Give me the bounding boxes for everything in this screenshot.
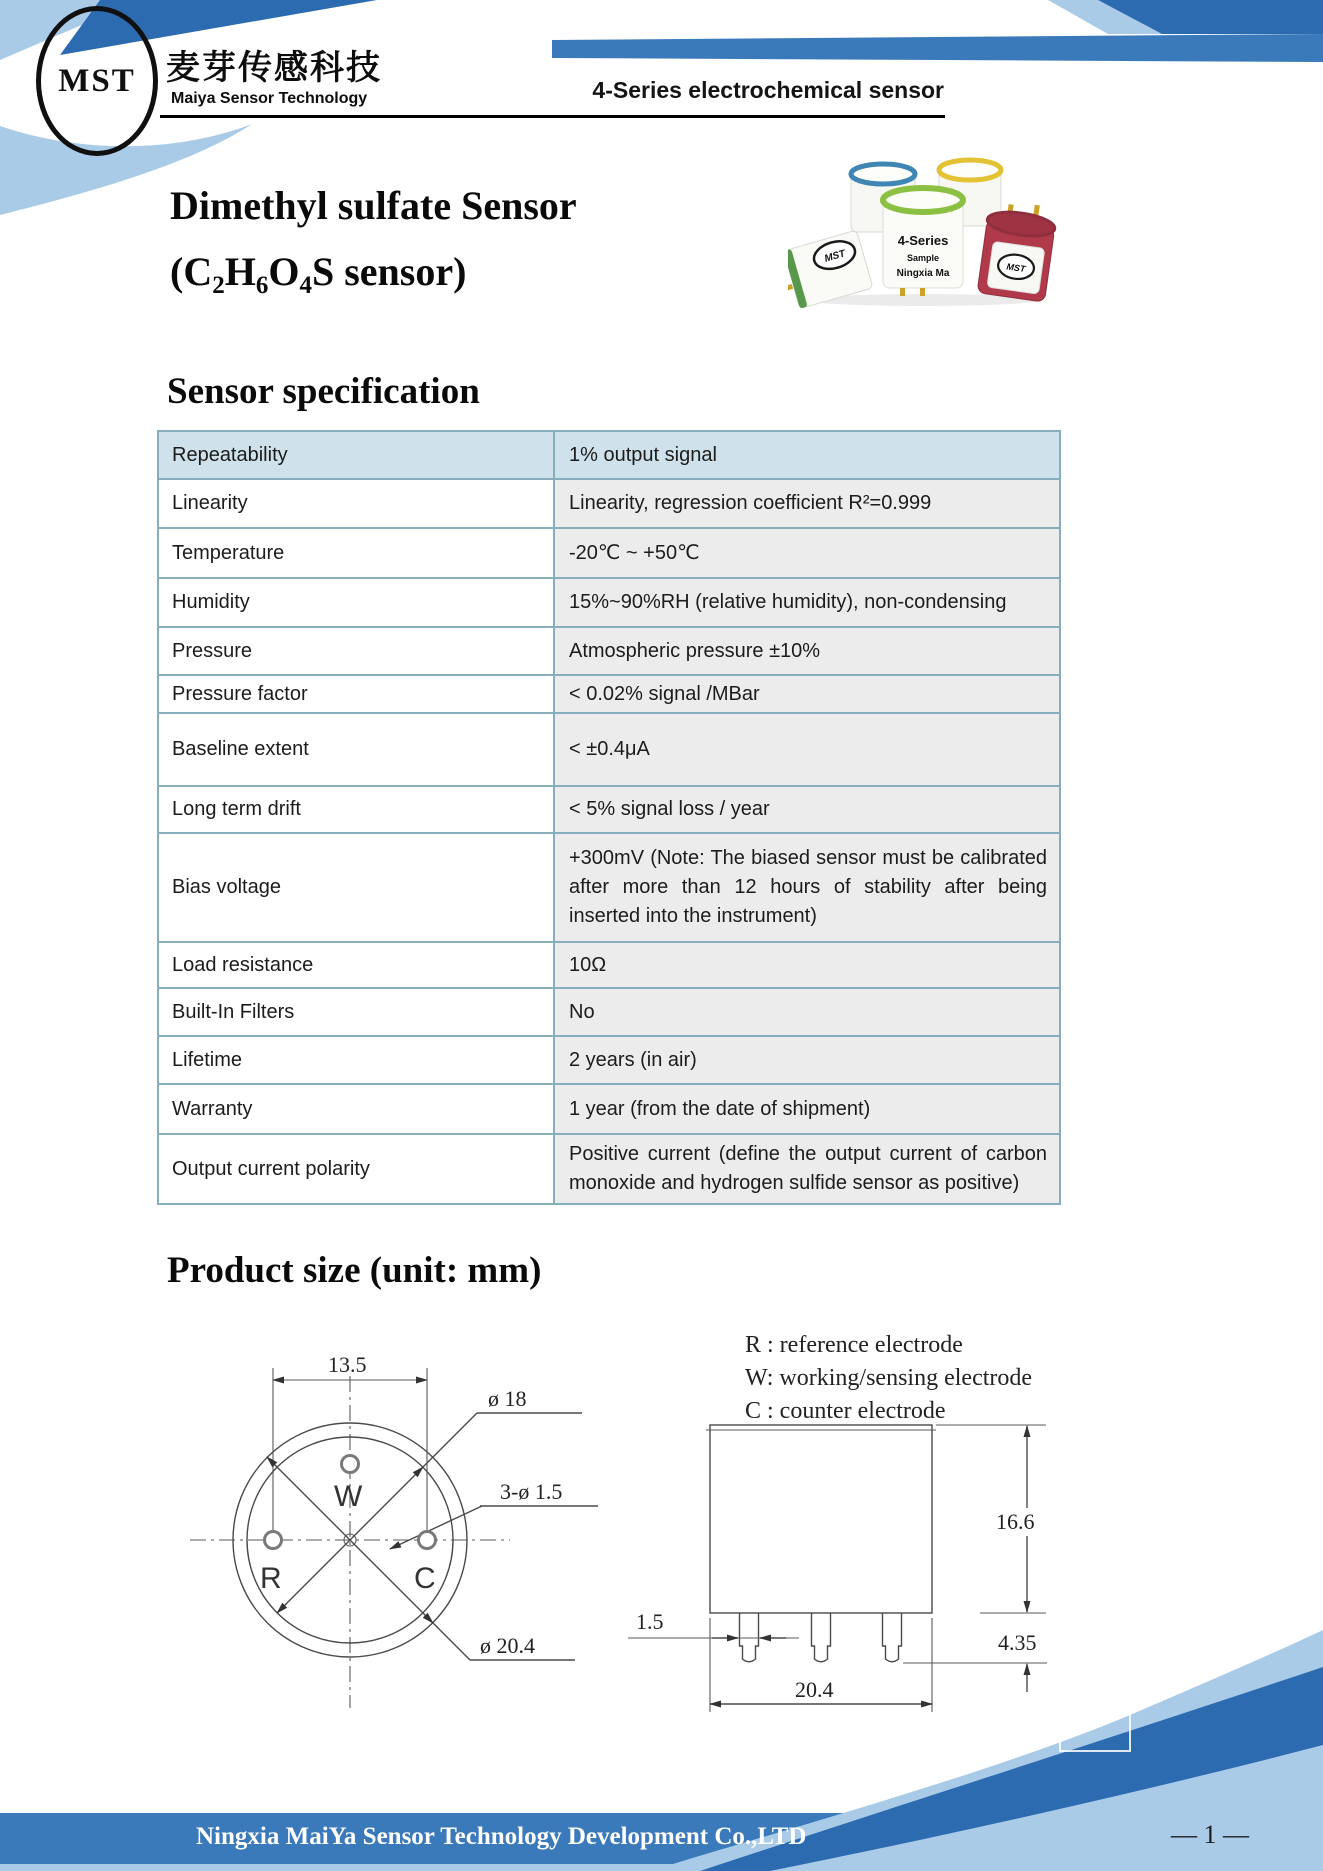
- table-row: [158, 1084, 1060, 1134]
- header-divider-line: [160, 115, 945, 118]
- spec-label-cell: Pressure factor: [158, 675, 554, 713]
- spec-label-cell: Long term drift: [158, 786, 554, 833]
- spec-value-cell: 1 year (from the date of shipment): [554, 1084, 1060, 1134]
- spec-value-cell: -20℃ ~ +50℃: [554, 528, 1060, 578]
- sensor-label-sample: Sample: [906, 253, 940, 263]
- table-row: [158, 1036, 1060, 1084]
- spec-label-cell: Bias voltage: [158, 833, 554, 942]
- spec-label-cell: Temperature: [158, 528, 554, 578]
- table-row: [158, 627, 1060, 675]
- table-row: [158, 578, 1060, 627]
- sensor-green-top: [883, 188, 963, 296]
- legend-reference-electrode: R : reference electrode: [745, 1332, 963, 1358]
- table-row: [158, 528, 1060, 578]
- spec-value-cell: 15%~90%RH (relative humidity), non-condensing: [554, 578, 1060, 627]
- spec-label-cell: Pressure: [158, 627, 554, 675]
- dim-body-width: 20.4: [795, 1677, 834, 1702]
- product-photo: [788, 150, 1063, 308]
- dim-inner-diameter: ø 18: [488, 1386, 527, 1411]
- sensor-logo-text: MST: [1005, 261, 1026, 275]
- table-row: [158, 431, 1060, 479]
- spec-label-cell: Humidity: [158, 578, 554, 627]
- page-title-formula: [170, 249, 467, 299]
- spec-value-cell: < 0.02% signal /MBar: [554, 675, 1060, 713]
- spec-value-cell: Positive current (define the output current of carbon monoxide and hydrogen sulfide sensor as positive): [554, 1134, 1060, 1204]
- table-row: [158, 713, 1060, 786]
- spec-label-cell: Output current polarity: [158, 1134, 554, 1204]
- legend-working-electrode: W: working/sensing electrode: [745, 1365, 1033, 1391]
- sensor-pin: [900, 288, 905, 296]
- mst-logo-text: MST: [58, 62, 136, 99]
- spec-label-cell: Lifetime: [158, 1036, 554, 1084]
- spec-value-cell: No: [554, 988, 1060, 1036]
- formula-part: O: [268, 249, 300, 294]
- size-section-heading: Product size (unit: mm): [167, 1250, 542, 1291]
- spec-value-cell: +300mV (Note: The biased sensor must be calibrated after more than 12 hours of stability after being inserted into the instrument): [554, 833, 1060, 942]
- table-row: [158, 1134, 1060, 1204]
- table-row: [158, 786, 1060, 833]
- pin-letter-c: C: [414, 1562, 436, 1595]
- table-row: [158, 942, 1060, 988]
- spec-value-cell: 10Ω: [554, 942, 1060, 988]
- footer-company-name: Ningxia MaiYa Sensor Technology Development Co.,LTD: [196, 1823, 807, 1850]
- spec-label-cell: Warranty: [158, 1084, 554, 1134]
- sensor-pin: [920, 288, 925, 296]
- formula-part: S sensor): [311, 249, 467, 294]
- dim-pin-width: 1.5: [636, 1609, 664, 1634]
- brand-name-chinese: 麦芽传感科技: [166, 48, 382, 88]
- header-blue-bar: [552, 34, 1323, 62]
- spec-value-cell: 1% output signal: [554, 431, 1060, 479]
- pin-working: [342, 1456, 359, 1473]
- page-title-line1: Dimethyl sulfate Sensor: [170, 183, 577, 228]
- table-row: [158, 833, 1060, 942]
- spec-label-cell: Built-In Filters: [158, 988, 554, 1036]
- formula-part: H: [224, 249, 256, 294]
- dim-outer-diameter: ø 20.4: [480, 1633, 535, 1658]
- spec-value-cell: Linearity, regression coefficient R²=0.999: [554, 479, 1060, 528]
- dim-pin-holes: 3-ø 1.5: [500, 1479, 563, 1504]
- series-title: 4-Series electrochemical sensor: [592, 77, 944, 103]
- dim-body-height: 16.6: [996, 1509, 1035, 1534]
- spec-section-heading: Sensor specification: [167, 371, 480, 412]
- table-row: [158, 675, 1060, 713]
- sensor-label-series: 4-Series: [897, 233, 949, 248]
- mst-logo: [36, 6, 158, 156]
- table-row: [158, 988, 1060, 1036]
- brand-name-english: Maiya Sensor Technology: [171, 90, 368, 107]
- spec-value-cell: < ±0.4μA: [554, 713, 1060, 786]
- pin-letter-w: W: [334, 1480, 363, 1513]
- spec-value-cell: 2 years (in air): [554, 1036, 1060, 1084]
- table-row: [158, 479, 1060, 528]
- pin-reference: [265, 1532, 282, 1549]
- dim-pin-length: 4.35: [998, 1630, 1037, 1655]
- pin-counter: [419, 1532, 436, 1549]
- formula-subscript: 2: [212, 272, 225, 299]
- dim-pin-spacing: 13.5: [328, 1352, 367, 1377]
- formula-subscript: 4: [299, 272, 312, 299]
- spec-value-cell: Atmospheric pressure ±10%: [554, 627, 1060, 675]
- spec-label-cell: Linearity: [158, 479, 554, 528]
- page-number: — 1 —: [1171, 1820, 1249, 1849]
- sensor-label-brand: Ningxia Ma: [896, 268, 950, 279]
- formula-subscript: 6: [255, 272, 269, 299]
- spec-label-cell: Repeatability: [158, 431, 554, 479]
- sensor-pin: [788, 284, 793, 292]
- spec-label-cell: Baseline extent: [158, 713, 554, 786]
- spec-table: [157, 430, 1061, 1205]
- spec-value-cell: < 5% signal loss / year: [554, 786, 1060, 833]
- legend-counter-electrode: C : counter electrode: [745, 1398, 946, 1424]
- spec-label-cell: Load resistance: [158, 942, 554, 988]
- pin-letter-r: R: [260, 1562, 282, 1595]
- formula-part: (C: [170, 249, 213, 294]
- sensor-logo-text: MST: [823, 248, 847, 265]
